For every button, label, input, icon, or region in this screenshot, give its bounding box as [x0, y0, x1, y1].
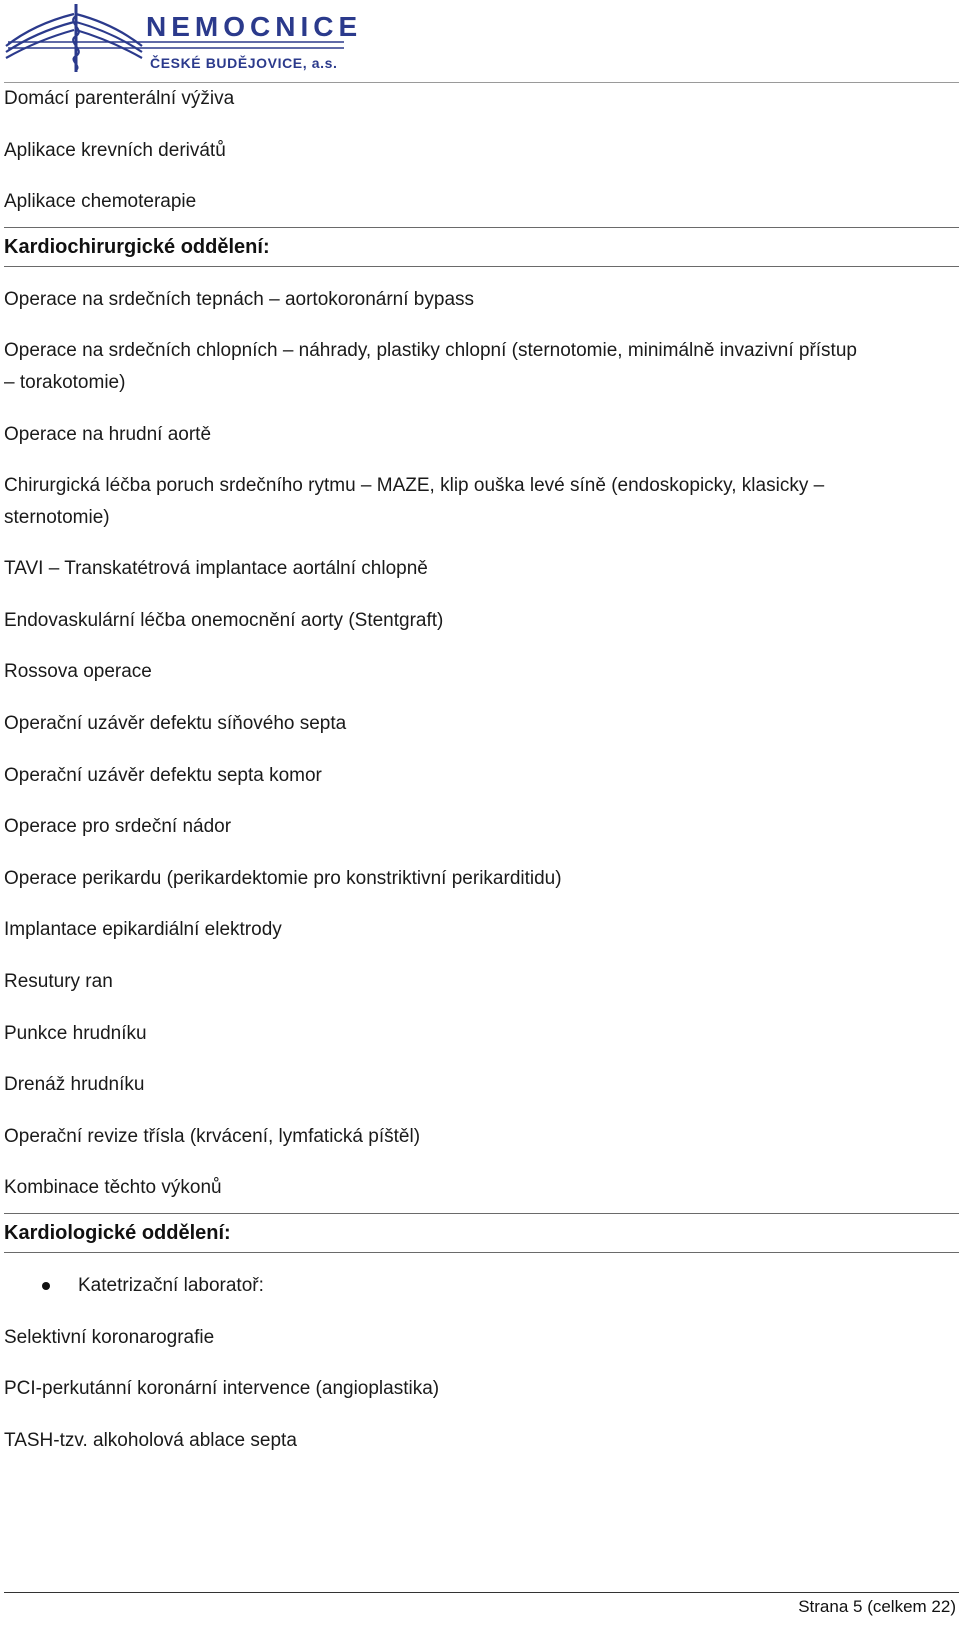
list-item: Punkce hrudníku: [4, 1022, 147, 1044]
section-bottom-rule: [4, 1252, 959, 1253]
list-item: Resutury ran: [4, 971, 113, 992]
list-item: TASH-tzv. alkoholová ablace septa: [4, 1429, 297, 1451]
list-item: Operace na hrudní aortě: [4, 423, 212, 445]
section-top-rule: [4, 227, 959, 228]
section-top-rule: [4, 1213, 959, 1214]
list-item: Operační uzávěr defektu septa komor: [4, 764, 322, 786]
list-item: Kombinace těchto výkonů: [4, 1177, 222, 1199]
bullet-marker: [42, 1282, 50, 1290]
list-item: Endovaskulární léčba onemocnění aorty (Stentgraft): [4, 609, 444, 631]
list-item: Implantace epikardiální elektrody: [4, 919, 282, 941]
list-item: Domácí parenterální výživa: [4, 88, 235, 109]
list-item: Operace pro srdeční nádor: [4, 816, 232, 838]
list-item: Selektivní koronarografie: [4, 1326, 215, 1348]
list-item: TAVI – Transkatétrová implantace aortální chlopně: [4, 558, 428, 580]
section-heading: Kardiochirurgické oddělení:: [4, 235, 270, 258]
logo-emblem: [4, 2, 364, 74]
section-heading: Kardiologické oddělení:: [4, 1222, 231, 1244]
list-item: Operační uzávěr defektu síňového septa: [4, 713, 347, 734]
list-item: – torakotomie): [4, 371, 126, 393]
hospital-logo: [4, 2, 364, 74]
list-item: Operace perikardu (perikardektomie pro konstriktivní perikarditidu): [4, 867, 562, 889]
list-item: Operace na srdečních chlopních – náhrady, plastiky chlopní (sternotomie, minimálně invazivní přístup: [4, 340, 857, 362]
list-item: Operační revize třísla (krvácení, lymfatická píštěl): [4, 1125, 421, 1147]
logo-title: NEMOCNICE: [146, 11, 363, 42]
list-item: Drenáž hrudníku: [4, 1074, 145, 1096]
bullet-item: Katetrizační laboratoř:: [78, 1275, 264, 1296]
logo-subtitle: ČESKÉ BUDĚJOVICE, a.s.: [150, 55, 338, 71]
list-item: Operace na srdečních tepnách – aortokoronární bypass: [4, 288, 475, 310]
section-bottom-rule: [4, 266, 959, 267]
list-item: sternotomie): [4, 506, 110, 528]
list-item: PCI-perkutánní koronární intervence (angioplastika): [4, 1378, 440, 1400]
list-item: Aplikace chemoterapie: [4, 191, 197, 213]
footer-divider: [4, 1592, 959, 1593]
list-item: Rossova operace: [4, 661, 152, 683]
list-item: Aplikace krevních derivátů: [4, 139, 226, 161]
page-number: Strana 5 (celkem 22): [798, 1597, 956, 1616]
list-item: Chirurgická léčba poruch srdečního rytmu – MAZE, klip ouška levé síně (endoskopicky, klasicky –: [4, 475, 825, 497]
